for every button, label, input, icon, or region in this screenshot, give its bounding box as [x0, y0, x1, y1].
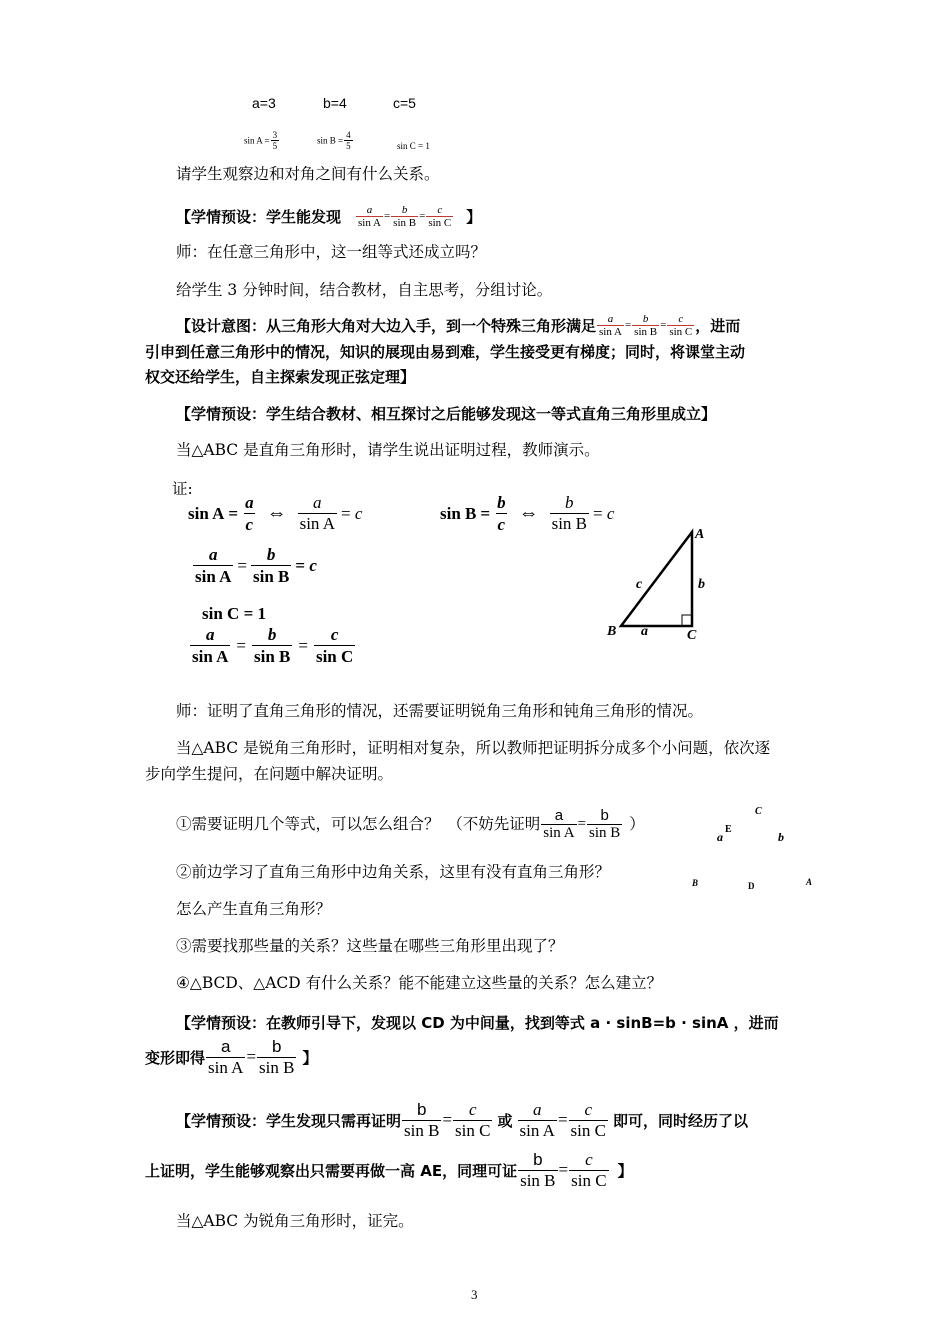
- proof-sinA: sin A = $\frac{a}{c}$ ⇔ $\frac{a}{\text{sin A}}$ = c: [188, 493, 363, 534]
- prediction-1: 【学情预设：学生能发现 $\frac{a}{\text{sin A}}$ = $\frac{b}{\text{sin B}}$ = $\frac{c}{\text{sin C}}$ 】: [176, 203, 482, 229]
- acute-paragraph-line1: 当△ABC 是锐角三角形时，证明相对复杂，所以教师把证明拆分成多个小问题，依次逐: [176, 739, 771, 757]
- question-3: ③需要找那些量的关系？这些量在哪些三角形里出现了？: [176, 937, 564, 955]
- iff-symbol: ⇔: [266, 502, 287, 524]
- proof-label: 证:: [172, 480, 193, 498]
- prediction-3-line1: 【学情预设：在教师引导下，发现以 CD 为中间量，找到等式 a · sinB=b · sinA ，进而: [176, 1014, 779, 1032]
- side-b: b=4: [323, 95, 347, 111]
- fig2-vertex-C: C: [755, 806, 762, 817]
- vertex-C: C: [687, 628, 697, 643]
- acute-paragraph-line2: 步向学生提问，在问题中解决证明。: [145, 765, 394, 783]
- question-1: ①需要证明几个等式，可以怎么组合？ （不妨先证明 $\frac{a}{\text{sin A}}$ = $\frac{b}{\text{sin B}}$ ）: [176, 806, 645, 841]
- fig2-point-D: D: [748, 881, 755, 891]
- fig2-vertex-B: B: [692, 878, 699, 888]
- triangle-shape: [621, 532, 692, 626]
- prediction-4-line2: 上证明，学生能够观察出只需要再做一高 AE，同理可证 $\frac{b}{\text{sin B}}$ = $\frac{c}{\text{sin C}}$ 】: [145, 1149, 633, 1190]
- side-a: a=3: [252, 95, 276, 111]
- design-intent-line3: 权交还给学生，自主探索发现正弦定理】: [145, 368, 416, 386]
- paragraph-right-triangle: 当△ABC 是直角三角形时，请学生说出证明过程，教师演示。: [176, 441, 600, 459]
- question-2-cont: 怎么产生直角三角形？: [176, 900, 332, 918]
- fig2-side-a: a: [717, 830, 723, 844]
- sinC-value: sin C = 1: [397, 141, 430, 151]
- design-intent-line2: 引申到任意三角形中的情况，知识的展现由易到难，学生接受更有梯度；同时，将课堂主动: [145, 343, 746, 361]
- prediction-2: 【学情预设：学生结合教材、相互探讨之后能够发现这一等式直角三角形里成立】: [176, 405, 717, 423]
- proof-sinB: sin B = $\frac{b}{c}$ ⇔ $\frac{b}{\text{sin B}}$ = c: [440, 493, 615, 534]
- design-intent-line1: 【设计意图：从三角形大角对大边入手，到一个特殊三角形满足 $\frac{a}{\text{sin A}}$ = $\frac{b}{\text{sin B}}$ = $\frac{c}{\text{sin C}}$ ，进而: [176, 312, 741, 338]
- vertex-A: A: [695, 527, 705, 542]
- side-label-b: b: [698, 577, 705, 592]
- fig2-side-b: b: [778, 830, 784, 844]
- fig2-point-E: E: [725, 824, 732, 835]
- proof-ab-equals-c: $\frac{a}{\text{sin A}}$ = $\frac{b}{\text{sin B}}$ = c: [195, 545, 317, 586]
- side-label-c: c: [636, 577, 643, 592]
- question-2: ②前边学习了直角三角形中边角关系，这里有没有直角三角形？: [176, 863, 611, 881]
- conclusion: 当△ABC 为锐角三角形时，证完。: [176, 1212, 414, 1230]
- sinA-value: sin A = $\frac{3}{5}$: [244, 130, 278, 151]
- sinB-value: sin B = $\frac{4}{5}$: [317, 130, 351, 151]
- side-label-a: a: [641, 624, 648, 639]
- teacher-remark: 师：证明了直角三角形的情况，还需要证明锐角三角形和钝角三角形的情况。: [176, 702, 704, 720]
- proof-sine-law: $\frac{a}{\text{sin A}}$ = $\frac{b}{\text{sin B}}$ = $\frac{c}{\text{sin C}}$: [192, 625, 354, 666]
- paragraph-discussion: 给学生 3 分钟时间，结合教材，自主思考，分组讨论。: [176, 281, 553, 299]
- question-4: ④△BCD、△ACD 有什么关系？能不能建立这些量的关系？怎么建立？: [176, 974, 663, 992]
- vertex-B: B: [607, 624, 617, 639]
- page-number: 3: [471, 1287, 478, 1302]
- proof-sinC-1: sin C = 1: [202, 604, 267, 623]
- side-c: c=5: [393, 95, 416, 111]
- teacher-question: 师：在任意三角形中，这一组等式还成立吗？: [176, 243, 487, 261]
- iff-symbol: ⇔: [518, 502, 539, 524]
- paragraph-observe: 请学生观察边和对角之间有什么关系。: [176, 165, 440, 183]
- prediction-4-line1: 【学情预设：学生发现只需再证明 $\frac{b}{\text{sin B}}$ = $\frac{c}{\text{sin C}}$ 或 $\frac{a}{\text{sin A}}$ = $\frac{c}{\text{sin C}}$ 即可，同时经历了以: [176, 1099, 748, 1140]
- prediction-3-line2: 变形即得 $\frac{a}{\text{sin A}}$ = $\frac{b}{\text{sin B}}$ 】: [145, 1036, 318, 1077]
- fig2-vertex-A: A: [806, 877, 813, 887]
- right-angle-mark: [682, 615, 692, 626]
